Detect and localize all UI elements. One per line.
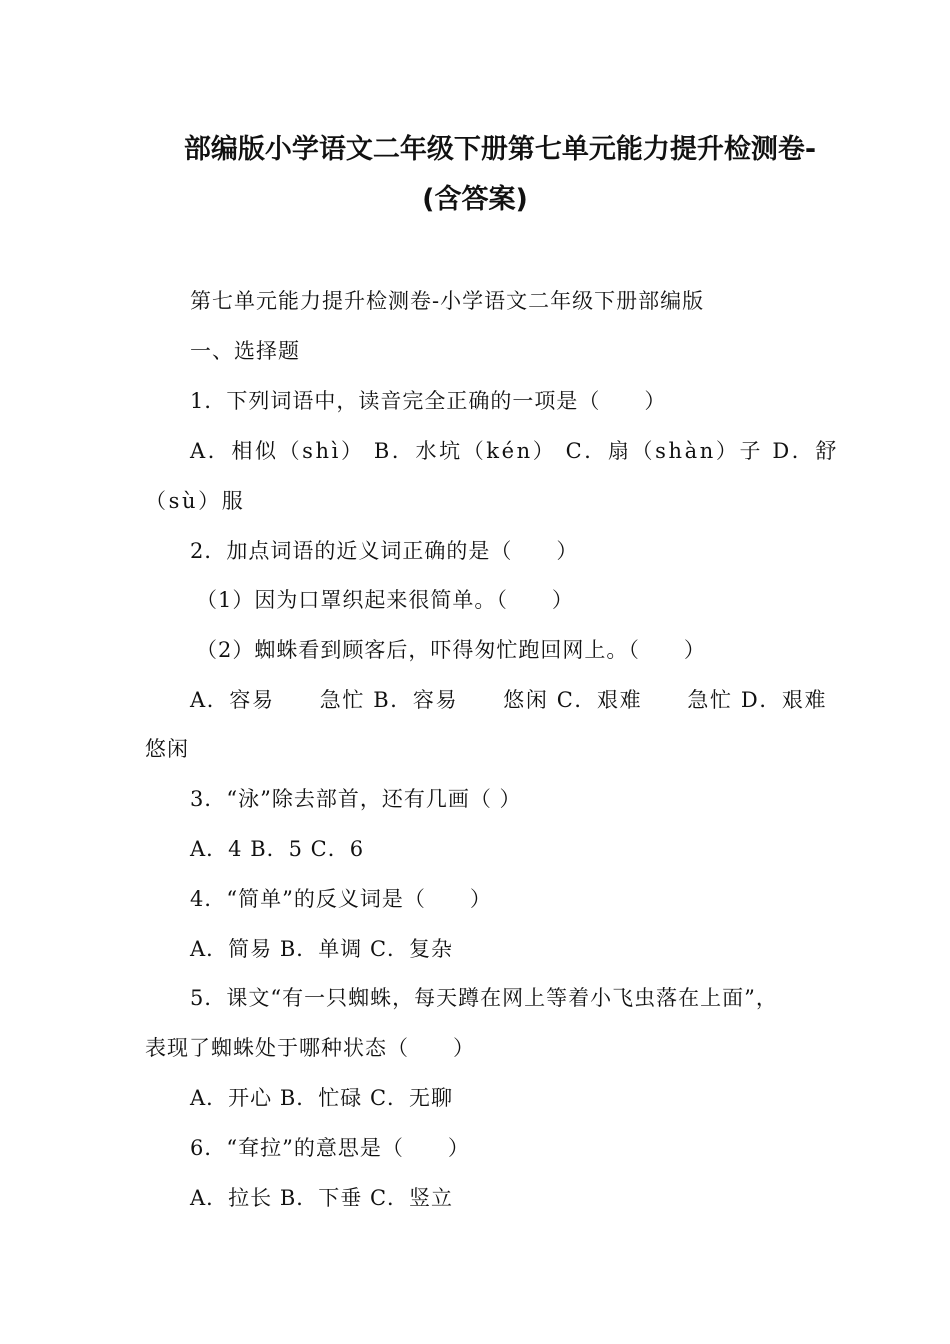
- question-4-stem: 4．“简单”的反义词是（ ）: [190, 887, 492, 911]
- question-1-options-cont: （sù）服: [145, 489, 246, 513]
- question-6-options: A．拉长 B．下垂 C．竖立: [190, 1186, 454, 1210]
- question-4-options: A．简易 B．单调 C．复杂: [190, 937, 454, 961]
- document-title-line1: 部编版小学语文二年级下册第七单元能力提升检测卷-: [183, 134, 817, 165]
- question-5-options: A．开心 B．忙碌 C．无聊: [190, 1086, 454, 1110]
- question-1-stem: 1．下列词语中，读音完全正确的一项是（ ）: [190, 389, 667, 413]
- question-5-stem-cont: 表现了蜘蛛处于哪种状态（ ）: [145, 1036, 475, 1060]
- question-1-options: A．相似（shì） B．水坑（kén） C．扇（shàn）子 D．舒: [190, 439, 839, 463]
- question-6-stem: 6．“耷拉”的意思是（ ）: [190, 1136, 470, 1160]
- question-5-stem: 5．课文“有一只蜘蛛，每天蹲在网上等着小飞虫落在上面”，: [190, 986, 778, 1010]
- document-subtitle: 第七单元能力提升检测卷-小学语文二年级下册部编版: [190, 289, 705, 313]
- question-2-stem: 2．加点词语的近义词正确的是（ ）: [190, 539, 579, 563]
- question-2-options-cont: 悠闲: [145, 737, 189, 761]
- section-heading: 一、选择题: [190, 339, 300, 363]
- question-3-stem: 3．“泳”除去部首，还有几画（ ）: [190, 787, 522, 811]
- question-2-options: A．容易 急忙 B．容易 悠闲 C．艰难 急忙 D．艰难: [190, 688, 828, 712]
- question-3-options: A．4 B．5 C．6: [190, 837, 365, 861]
- question-2-sub-1: （1）因为口罩织起来很简单。（ ）: [196, 588, 574, 612]
- document-title-line2: (含答案): [422, 184, 528, 215]
- question-2-sub-2: （2）蜘蛛看到顾客后，吓得匆忙跑回网上。（ ）: [196, 638, 706, 662]
